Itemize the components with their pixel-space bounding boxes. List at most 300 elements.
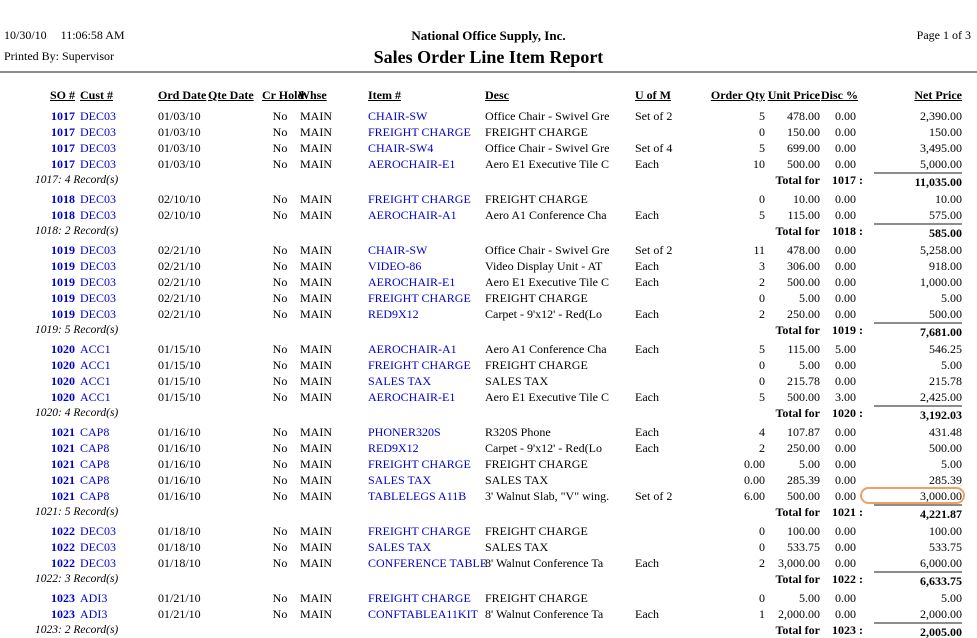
- cust-number-link[interactable]: ACC1: [80, 374, 111, 388]
- item-number-link[interactable]: VIDEO-86: [368, 259, 422, 273]
- item-number-link[interactable]: FREIGHT CHARGE: [368, 291, 471, 305]
- ord-date: 01/15/10: [158, 390, 201, 404]
- col-header-item: Item #: [368, 88, 401, 102]
- item-number-link[interactable]: SALES TAX: [368, 473, 432, 487]
- cust-number-link[interactable]: ACC1: [80, 342, 111, 356]
- unit-price: 5.00: [799, 358, 820, 372]
- item-number-link[interactable]: CHAIR-SW: [368, 243, 428, 257]
- ord-date: 01/18/10: [158, 524, 201, 538]
- qte-date: [208, 389, 262, 405]
- table-row: [0, 523, 977, 539]
- cr-hold: No: [272, 243, 288, 257]
- so-number-link[interactable]: 1022: [51, 540, 75, 554]
- table-row: [0, 274, 977, 290]
- total-so-number: 1020 :: [832, 406, 863, 420]
- disc-percent: 0.00: [835, 473, 856, 487]
- so-number-link[interactable]: 1017: [51, 125, 75, 139]
- net-price: 10.00: [935, 192, 962, 206]
- total-so-number: 1021 :: [832, 505, 863, 519]
- item-number-link[interactable]: AEROCHAIR-A1: [368, 342, 457, 356]
- cust-number-link[interactable]: CAP8: [80, 489, 110, 503]
- report-title: Sales Order Line Item Report: [373, 47, 604, 67]
- ord-date: 02/21/10: [158, 307, 201, 321]
- so-group: [0, 590, 977, 638]
- table-row: [0, 488, 977, 504]
- net-price: 3,495.00: [920, 141, 962, 155]
- ord-date: 01/21/10: [158, 607, 201, 621]
- qte-date: [208, 456, 262, 472]
- cr-hold: No: [272, 307, 288, 321]
- net-price: 2,425.00: [920, 390, 962, 404]
- so-number-link[interactable]: 1019: [51, 243, 75, 257]
- warehouse: MAIN: [300, 441, 332, 455]
- so-number-link[interactable]: 1020: [51, 374, 75, 388]
- ord-date: 01/18/10: [158, 556, 201, 570]
- warehouse: MAIN: [300, 192, 332, 206]
- cust-number-link[interactable]: ACC1: [80, 358, 111, 372]
- table-row: [0, 606, 977, 622]
- order-qty: 0: [759, 291, 765, 305]
- table-row: [0, 456, 977, 472]
- net-price: 215.78: [929, 374, 962, 388]
- unit-price: 250.00: [787, 307, 820, 321]
- item-number-link[interactable]: AEROCHAIR-A1: [368, 208, 457, 222]
- highlight-oval: [860, 487, 965, 504]
- table-row: [0, 108, 977, 124]
- cust-number-link[interactable]: DEC03: [80, 259, 116, 273]
- table-row: [0, 555, 977, 571]
- unit-price: 150.00: [787, 125, 820, 139]
- table-row: [0, 472, 977, 488]
- unit-price: 2,000.00: [778, 607, 820, 621]
- warehouse: MAIN: [300, 358, 332, 372]
- order-qty: 2: [759, 275, 765, 289]
- warehouse: MAIN: [300, 457, 332, 471]
- unit-price: 500.00: [787, 275, 820, 289]
- table-row: [0, 424, 977, 440]
- ord-date: 02/21/10: [158, 259, 201, 273]
- disc-percent: 0.00: [835, 358, 856, 372]
- net-price: 2,390.00: [920, 109, 962, 123]
- unit-price: 478.00: [787, 243, 820, 257]
- ord-date: 02/21/10: [158, 275, 201, 289]
- so-group: [0, 424, 977, 520]
- disc-percent: 0.00: [835, 141, 856, 155]
- so-number-link[interactable]: 1023: [51, 607, 75, 621]
- unit-price: 215.78: [787, 374, 820, 388]
- cust-number-link[interactable]: DEC03: [80, 157, 116, 171]
- item-description: Video Display Unit - AT: [485, 259, 603, 273]
- cust-number-link[interactable]: CAP8: [80, 473, 110, 487]
- so-number-link[interactable]: 1021: [51, 473, 75, 487]
- cust-number-link[interactable]: DEC03: [80, 125, 116, 139]
- so-number-link[interactable]: 1020: [51, 358, 75, 372]
- group-summary-row: [0, 172, 977, 188]
- order-qty: 0: [759, 192, 765, 206]
- item-number-link[interactable]: CHAIR-SW4: [368, 141, 434, 155]
- net-price: 918.00: [929, 259, 962, 273]
- unit-of-measure: [633, 523, 701, 539]
- cr-hold: No: [272, 157, 288, 171]
- group-summary-row: [0, 223, 977, 239]
- net-price: 3,000.00: [858, 488, 962, 504]
- item-number-link[interactable]: SALES TAX: [368, 540, 432, 554]
- net-price: 5.00: [941, 457, 962, 471]
- company-name: National Office Supply, Inc.: [411, 28, 566, 43]
- total-for-label: Total for: [775, 572, 820, 586]
- item-description: Aero E1 Executive Tile C: [485, 275, 609, 289]
- net-price: 1,000.00: [920, 275, 962, 289]
- item-description: SALES TAX: [485, 540, 549, 554]
- report-time: 11:06:58 AM: [60, 28, 125, 42]
- qte-date: [208, 606, 262, 622]
- unit-of-measure: Each: [635, 208, 659, 222]
- warehouse: MAIN: [300, 607, 332, 621]
- warehouse: MAIN: [300, 489, 332, 503]
- so-number-link[interactable]: 1018: [51, 192, 75, 206]
- order-qty: 4: [759, 425, 765, 439]
- report-date: 10/30/10: [4, 28, 47, 42]
- cr-hold: No: [272, 540, 288, 554]
- item-description: SALES TAX: [485, 374, 549, 388]
- qte-date: [208, 207, 262, 223]
- group-total-amount: 585.00: [858, 223, 962, 241]
- col-header-qte-date: Qte Date: [208, 88, 254, 102]
- order-qty: 2: [759, 556, 765, 570]
- item-number-link[interactable]: CONFERENCE TABLE: [368, 556, 488, 570]
- table-row: [0, 191, 977, 207]
- cust-number-link[interactable]: ADI3: [80, 591, 108, 605]
- group-summary-row: [0, 504, 977, 520]
- item-description: Aero A1 Conference Cha: [485, 342, 607, 356]
- item-number-link[interactable]: AEROCHAIR-E1: [368, 275, 456, 289]
- unit-price: 500.00: [787, 157, 820, 171]
- record-count-label: 1019: 5 Record(s): [35, 324, 119, 336]
- so-number-link[interactable]: 1022: [51, 556, 75, 570]
- qte-date: [208, 555, 262, 571]
- order-qty: 2: [759, 307, 765, 321]
- item-number-link[interactable]: FREIGHT CHARGE: [368, 125, 471, 139]
- cr-hold: No: [272, 192, 288, 206]
- cust-number-link[interactable]: DEC03: [80, 540, 116, 554]
- cust-number-link[interactable]: CAP8: [80, 425, 110, 439]
- item-description: FREIGHT CHARGE: [485, 192, 588, 206]
- item-description: Aero E1 Executive Tile C: [485, 157, 609, 171]
- unit-of-measure: [633, 373, 701, 389]
- unit-price: 100.00: [787, 524, 820, 538]
- cust-number-link[interactable]: DEC03: [80, 291, 116, 305]
- net-price: 431.48: [929, 425, 962, 439]
- qte-date: [208, 108, 262, 124]
- unit-of-measure: Each: [635, 556, 659, 570]
- so-number-link[interactable]: 1022: [51, 524, 75, 538]
- qte-date: [208, 242, 262, 258]
- item-number-link[interactable]: FREIGHT CHARGE: [368, 524, 471, 538]
- order-qty: 3: [759, 259, 765, 273]
- table-row: [0, 357, 977, 373]
- net-price: 5.00: [941, 291, 962, 305]
- disc-percent: 0.00: [835, 556, 856, 570]
- qte-date: [208, 373, 262, 389]
- item-description: FREIGHT CHARGE: [485, 524, 588, 538]
- item-description: R320S Phone: [485, 425, 551, 439]
- cust-number-link[interactable]: CAP8: [80, 457, 110, 471]
- qte-date: [208, 341, 262, 357]
- ord-date: 01/03/10: [158, 109, 201, 123]
- order-qty: 0: [759, 358, 765, 372]
- unit-of-measure: Each: [635, 275, 659, 289]
- warehouse: MAIN: [300, 307, 332, 321]
- so-number-link[interactable]: 1018: [51, 208, 75, 222]
- so-number-link[interactable]: 1021: [51, 441, 75, 455]
- unit-price: 115.00: [787, 342, 820, 356]
- total-so-number: 1019 :: [832, 323, 863, 337]
- cr-hold: No: [272, 208, 288, 222]
- so-number-link[interactable]: 1021: [51, 425, 75, 439]
- net-price: 5.00: [941, 591, 962, 605]
- cust-number-link[interactable]: DEC03: [80, 556, 116, 570]
- cust-number-link[interactable]: ACC1: [80, 390, 111, 404]
- table-row: [0, 539, 977, 555]
- so-group: [0, 191, 977, 239]
- item-description: FREIGHT CHARGE: [485, 291, 588, 305]
- item-number-link[interactable]: FREIGHT CHARGE: [368, 457, 471, 471]
- so-number-link[interactable]: 1020: [51, 342, 75, 356]
- unit-price: 115.00: [787, 208, 820, 222]
- qte-date: [208, 191, 262, 207]
- item-number-link[interactable]: CHAIR-SW: [368, 109, 428, 123]
- disc-percent: 0.00: [835, 540, 856, 554]
- cr-hold: No: [272, 524, 288, 538]
- ord-date: 01/15/10: [158, 374, 201, 388]
- cr-hold: No: [272, 125, 288, 139]
- item-description: 8' Walnut Conference Ta: [485, 607, 604, 621]
- header-divider: [0, 71, 977, 73]
- so-number-link[interactable]: 1021: [51, 457, 75, 471]
- order-qty: 5: [759, 109, 765, 123]
- ord-date: 02/21/10: [158, 243, 201, 257]
- qte-date: [208, 488, 262, 504]
- item-number-link[interactable]: AEROCHAIR-E1: [368, 390, 456, 404]
- page-indicator: Page 1 of 3: [916, 28, 971, 42]
- cust-number-link[interactable]: DEC03: [80, 109, 116, 123]
- unit-of-measure: Each: [635, 390, 659, 404]
- order-qty: 6.00: [744, 489, 765, 503]
- disc-percent: 0.00: [835, 591, 856, 605]
- item-number-link[interactable]: RED9X12: [368, 441, 419, 455]
- cust-number-link[interactable]: DEC03: [80, 524, 116, 538]
- disc-percent: 0.00: [835, 109, 856, 123]
- total-so-number: 1017 :: [832, 173, 863, 187]
- so-number-link[interactable]: 1019: [51, 275, 75, 289]
- group-total-amount: 4,221.87: [858, 504, 962, 522]
- col-header-desc: Desc: [485, 88, 509, 102]
- disc-percent: 0.00: [835, 607, 856, 621]
- warehouse: MAIN: [300, 374, 332, 388]
- unit-of-measure: Each: [635, 607, 659, 621]
- item-number-link[interactable]: FREIGHT CHARGE: [368, 192, 471, 206]
- disc-percent: 0.00: [835, 259, 856, 273]
- disc-percent: 0.00: [835, 425, 856, 439]
- item-description: Office Chair - Swivel Gre: [485, 141, 610, 155]
- table-row: [0, 242, 977, 258]
- disc-percent: 3.00: [835, 390, 856, 404]
- warehouse: MAIN: [300, 109, 332, 123]
- cr-hold: No: [272, 591, 288, 605]
- item-number-link[interactable]: TABLELEGS A11B: [368, 489, 467, 503]
- group-total-amount: 6,633.75: [858, 571, 962, 589]
- item-number-link[interactable]: AEROCHAIR-E1: [368, 157, 456, 171]
- cr-hold: No: [272, 390, 288, 404]
- qte-date: [208, 424, 262, 440]
- cust-number-link[interactable]: DEC03: [80, 243, 116, 257]
- net-price: 5,258.00: [920, 243, 962, 257]
- cr-hold: No: [272, 109, 288, 123]
- cust-number-link[interactable]: DEC03: [80, 208, 116, 222]
- item-number-link[interactable]: SALES TAX: [368, 374, 432, 388]
- warehouse: MAIN: [300, 342, 332, 356]
- net-price: 2,000.00: [920, 607, 962, 621]
- qte-date: [208, 306, 262, 322]
- item-number-link[interactable]: FREIGHT CHARGE: [368, 358, 471, 372]
- unit-price: 500.00: [787, 489, 820, 503]
- ord-date: 01/16/10: [158, 489, 201, 503]
- item-description: Carpet - 9'x12' - Red(Lo: [485, 441, 602, 455]
- group-summary-row: [0, 571, 977, 587]
- order-qty: 11: [753, 243, 765, 257]
- unit-price: 5.00: [799, 591, 820, 605]
- item-description: FREIGHT CHARGE: [485, 591, 588, 605]
- cust-number-link[interactable]: DEC03: [80, 141, 116, 155]
- cust-number-link[interactable]: CAP8: [80, 441, 110, 455]
- qte-date: [208, 539, 262, 555]
- order-qty: 0: [759, 591, 765, 605]
- col-header-cust: Cust #: [80, 88, 114, 102]
- cust-number-link[interactable]: DEC03: [80, 307, 116, 321]
- so-number-link[interactable]: 1020: [51, 390, 75, 404]
- net-price: 6,000.00: [920, 556, 962, 570]
- net-price: 285.39: [929, 473, 962, 487]
- group-summary-row: [0, 322, 977, 338]
- net-price: 575.00: [929, 208, 962, 222]
- unit-price: 10.00: [793, 192, 820, 206]
- order-qty: 5: [759, 390, 765, 404]
- table-row: [0, 124, 977, 140]
- unit-of-measure: [633, 191, 701, 207]
- order-qty: 0: [759, 524, 765, 538]
- cr-hold: No: [272, 141, 288, 155]
- disc-percent: 0.00: [835, 125, 856, 139]
- order-qty: 5: [759, 342, 765, 356]
- unit-price: 699.00: [787, 141, 820, 155]
- unit-of-measure: Each: [635, 342, 659, 356]
- item-description: FREIGHT CHARGE: [485, 125, 588, 139]
- unit-price: 533.75: [787, 540, 820, 554]
- ord-date: 01/16/10: [158, 457, 201, 471]
- item-number-link[interactable]: FREIGHT CHARGE: [368, 591, 471, 605]
- unit-of-measure: [633, 357, 701, 373]
- cust-number-link[interactable]: DEC03: [80, 192, 116, 206]
- ord-date: 02/10/10: [158, 208, 201, 222]
- record-count-label: 1018: 2 Record(s): [35, 225, 119, 237]
- order-qty: 10: [753, 157, 765, 171]
- so-number-link[interactable]: 1019: [51, 307, 75, 321]
- cust-number-link[interactable]: DEC03: [80, 275, 116, 289]
- column-header-row: [0, 86, 977, 108]
- order-qty: 1: [759, 607, 765, 621]
- total-for-label: Total for: [775, 406, 820, 420]
- so-number-link[interactable]: 1019: [51, 291, 75, 305]
- ord-date: 01/16/10: [158, 441, 201, 455]
- cr-hold: No: [272, 607, 288, 621]
- col-header-cr-hold: Cr Hold: [262, 88, 305, 102]
- warehouse: MAIN: [300, 390, 332, 404]
- item-number-link[interactable]: RED9X12: [368, 307, 419, 321]
- so-number-link[interactable]: 1017: [51, 109, 75, 123]
- warehouse: MAIN: [300, 275, 332, 289]
- warehouse: MAIN: [300, 425, 332, 439]
- unit-price: 5.00: [799, 291, 820, 305]
- qte-date: [208, 290, 262, 306]
- qte-date: [208, 472, 262, 488]
- cr-hold: No: [272, 275, 288, 289]
- order-qty: 0.00: [744, 457, 765, 471]
- cr-hold: No: [272, 457, 288, 471]
- so-number-link[interactable]: 1017: [51, 141, 75, 155]
- warehouse: MAIN: [300, 243, 332, 257]
- unit-of-measure: Each: [635, 307, 659, 321]
- unit-of-measure: Each: [635, 259, 659, 273]
- warehouse: MAIN: [300, 591, 332, 605]
- cr-hold: No: [272, 291, 288, 305]
- item-description: Carpet - 9'x12' - Red(Lo: [485, 307, 602, 321]
- item-number-link[interactable]: PHONER320S: [368, 425, 441, 439]
- so-number-link[interactable]: 1023: [51, 591, 75, 605]
- group-total-amount: 3,192.03: [858, 405, 962, 423]
- net-price: 100.00: [929, 524, 962, 538]
- net-price: 5,000.00: [920, 157, 962, 171]
- order-qty: 0.00: [744, 473, 765, 487]
- col-header-uofm: U of M: [635, 88, 671, 102]
- item-description: 3' Walnut Slab, "V" wing.: [485, 489, 610, 503]
- unit-price: 285.39: [787, 473, 820, 487]
- net-price: 5.00: [941, 358, 962, 372]
- cust-number-link[interactable]: ADI3: [80, 607, 108, 621]
- warehouse: MAIN: [300, 125, 332, 139]
- unit-of-measure: [633, 590, 701, 606]
- item-description: Aero E1 Executive Tile C: [485, 390, 609, 404]
- item-description: FREIGHT CHARGE: [485, 457, 588, 471]
- net-price: 150.00: [929, 125, 962, 139]
- warehouse: MAIN: [300, 524, 332, 538]
- so-number-link[interactable]: 1017: [51, 157, 75, 171]
- col-header-disc: Disc %: [821, 88, 858, 102]
- disc-percent: 0.00: [835, 192, 856, 206]
- ord-date: 01/03/10: [158, 157, 201, 171]
- warehouse: MAIN: [300, 291, 332, 305]
- total-so-number: 1023 :: [832, 623, 863, 637]
- order-qty: 0: [759, 540, 765, 554]
- cr-hold: No: [272, 441, 288, 455]
- total-for-label: Total for: [775, 173, 820, 187]
- unit-of-measure: [633, 539, 701, 555]
- so-number-link[interactable]: 1021: [51, 489, 75, 503]
- disc-percent: 0.00: [835, 457, 856, 471]
- ord-date: 01/18/10: [158, 540, 201, 554]
- unit-price: 5.00: [799, 457, 820, 471]
- so-number-link[interactable]: 1019: [51, 259, 75, 273]
- item-number-link[interactable]: CONFTABLEA11KIT: [368, 607, 478, 621]
